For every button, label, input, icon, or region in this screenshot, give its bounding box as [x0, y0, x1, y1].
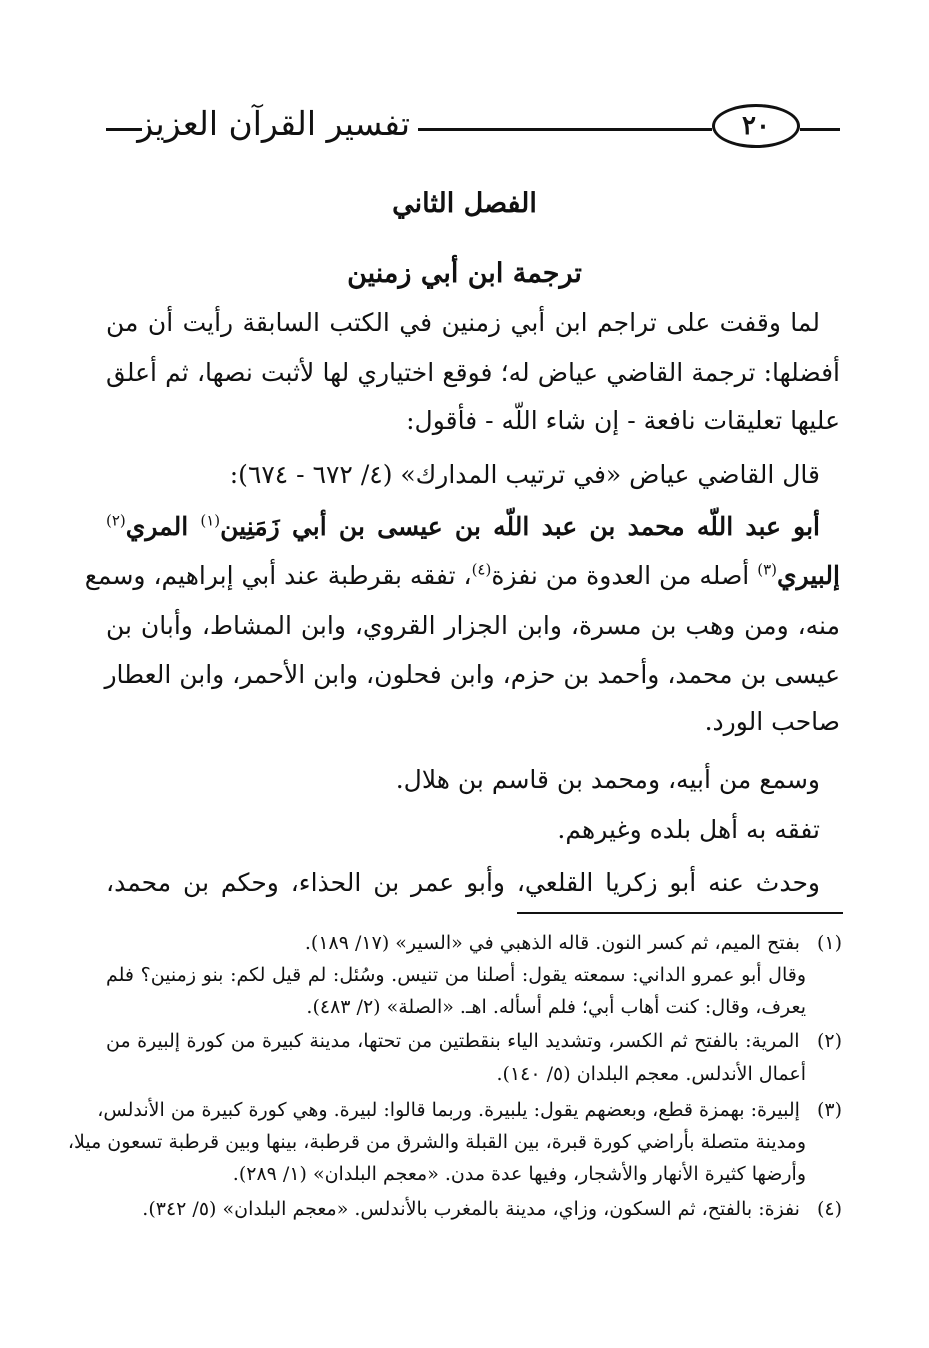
footnote-2-line-2: أعمال الأندلس. معجم البلدان (٥/ ١٤٠).	[496, 1063, 806, 1085]
name-part-2: المري	[125, 512, 201, 541]
footnote-3-line-2: ومدينة متصلة بأراضي كورة قبرة، بين القبلة والشرق من قرطبة، بينها وبين قرطبة تسعون ميلا،	[67, 1131, 806, 1153]
footnote-ref-2: (٢)	[106, 511, 126, 530]
chapter-heading: الفصل الثاني	[392, 188, 537, 219]
name-part-1: أبو عبد اللّه محمد بن عبد اللّه بن عيسى بن أبي زَمَنِين	[220, 512, 820, 541]
nisba-name: إلبيري	[776, 561, 840, 590]
footnote-1-text-1: بفتح الميم، ثم كسر النون. قاله الذهبي في «السير» (١٧/ ١٨٩).	[304, 932, 800, 954]
quote-line: قال القاضي عياض «في ترتيب المدارك» (٤/ ٦٧٢ - ٦٧٤):	[229, 460, 820, 489]
header-rule-middle	[418, 128, 712, 131]
bio-text-2: ، تفقه بقرطبة عند أبي إبراهيم، وسمع	[84, 561, 472, 590]
footnote-1-line-1	[106, 932, 842, 954]
footnote-ref-3: (٣)	[757, 560, 777, 579]
footnote-2-text-1: المرية: بالفتح ثم الكسر، وتشديد الياء بنقطتين من تحتها، مدينة كبيرة من كورة إلبيرة من	[106, 1030, 800, 1052]
footnote-3-line-3: وأرضها كثيرة الأنهار والأشجار، وفيها عدة مدن. «معجم البلدان» (١/ ٢٨٩).	[232, 1163, 806, 1185]
biography-line-2: منه، ومن وهب بن مسرة، وابن الجزار القروي، وابن المشاط، وأبان بن	[106, 611, 840, 640]
footnote-4-text-1: نفزة: بالفتح، ثم السكون، وزاي، مدينة بالمغرب بالأندلس. «معجم البلدان» (٥/ ٣٤٢).	[142, 1198, 800, 1220]
biography-name-line	[106, 512, 820, 541]
paragraph-2: وسمع من أبيه، ومحمد بن قاسم بن هلال.	[395, 765, 820, 794]
footnote-4-line-1	[106, 1198, 842, 1220]
header-rule-right	[800, 128, 840, 131]
page-number-oval	[712, 104, 800, 148]
footnote-ref-1: (١)	[200, 511, 221, 530]
section-heading: ترجمة ابن أبي زمنين	[347, 258, 582, 289]
intro-line-3: عليها تعليقات نافعة - إن شاء اللّه - فأقول:	[406, 406, 840, 435]
footnote-separator	[517, 912, 843, 914]
footnote-3-line-1	[97, 1099, 842, 1121]
footnote-3-number: (٣)	[816, 1099, 842, 1121]
biography-line-4: صاحب الورد.	[704, 707, 840, 736]
footnote-1-line-2: وقال أبو عمرو الداني: سمعته يقول: أصلنا من تنيس. وسُئل: لم قيل لكم: بنو زمنين؟ فلم	[106, 964, 806, 986]
paragraph-3: تفقه به أهل بلده وغيرهم.	[557, 815, 820, 844]
footnote-3-text-1: إلبيرة: بهمزة قطع، وبعضهم يقول: يلبيرة. وربما قالوا: لبيرة. وهي كورة كبيرة من الأندلس،	[97, 1099, 800, 1121]
footnote-4-number: (٤)	[816, 1198, 842, 1220]
intro-line-1: لما وقفت على تراجم ابن أبي زمنين في الكتب السابقة رأيت أن من	[106, 308, 820, 337]
bio-text-1: أصله من العدوة من نفزة	[491, 561, 758, 590]
footnote-2-number: (٢)	[816, 1030, 842, 1052]
biography-line-3: عيسى بن محمد، وأحمد بن حزم، وابن فحلون، وابن الأحمر، وابن العطار	[104, 660, 840, 689]
paragraph-4: وحدث عنه أبو زكريا القلعي، وأبو عمر بن الحذاء، وحكم بن محمد،	[106, 868, 820, 897]
biography-line-1	[84, 560, 840, 590]
footnote-1-number: (١)	[816, 932, 842, 954]
running-title: تفسير القرآن العزيز	[137, 104, 410, 143]
footnote-ref-4: (٤)	[471, 560, 492, 579]
page-number: ٢٠	[742, 111, 770, 141]
footnote-1-line-3: يعرف، وقال: كنت أهاب أبي؛ فلم أسأله. اهـ. «الصلة» (٢/ ٤٨٣).	[306, 996, 806, 1018]
footnote-2-line-1	[106, 1030, 842, 1052]
intro-line-2: أفضلها: ترجمة القاضي عياض له؛ فوقع اختياري لها لأثبت نصها، ثم أعلق	[106, 358, 840, 387]
